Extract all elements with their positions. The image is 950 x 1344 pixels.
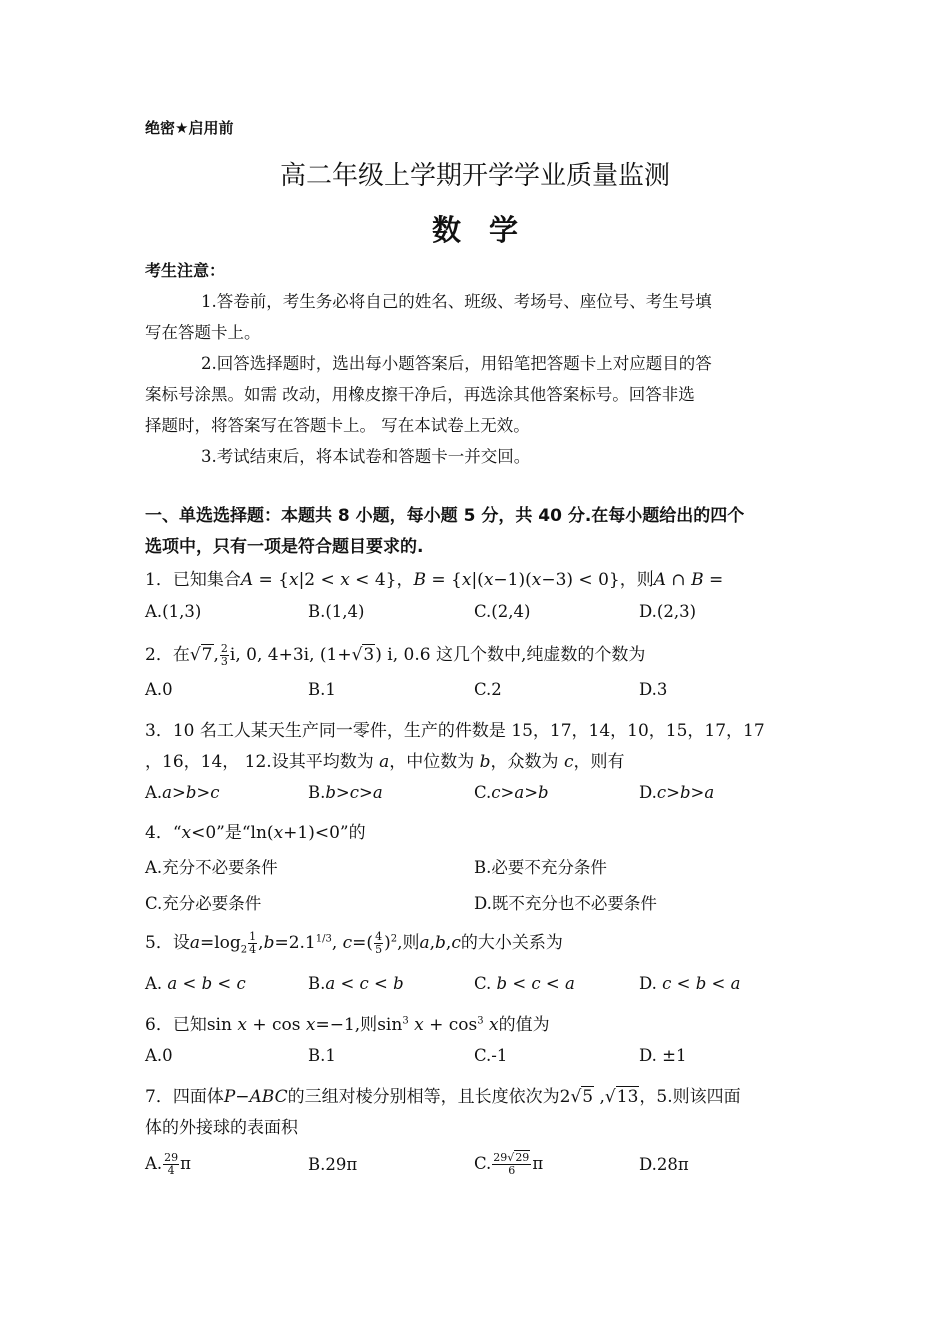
q6-option-d[interactable]: D. ±1: [639, 1046, 687, 1065]
question-4: 4．“x<0”是“ln(x+1)<0”的: [145, 823, 366, 843]
question-3-cont: ，16，14， 12.设其平均数为 a，中位数为 b，众数为 c，则有: [145, 752, 625, 772]
q6-option-a[interactable]: A.0: [145, 1046, 173, 1065]
trig-condition: sin x + cos x=−1: [206, 1015, 355, 1035]
question-6: 6．已知sin x + cos x=−1,则$\sin^3 x + \cos^3 x$的值为: [145, 1015, 550, 1035]
q5-option-b[interactable]: B.a < c < b: [308, 974, 404, 993]
notice-item-3: 3.考试结束后，将本试卷和答题卡一并交回。: [201, 447, 531, 466]
q5-option-a[interactable]: A. a < b < c: [145, 974, 246, 993]
notice-item-1-cont: 写在答题卡上。: [145, 323, 261, 342]
q4-option-a[interactable]: A.充分不必要条件: [145, 858, 278, 877]
q2-option-a[interactable]: A.0: [145, 680, 173, 699]
question-7: 7．四面体P−ABC的三组对棱分别相等，且长度依次为2√5 ,√13，5.则该四面: [145, 1087, 741, 1107]
exam-title: 高二年级上学期开学学业质量监测: [279, 161, 670, 191]
abc-definitions: $a=\log_2$ $\frac{1}{4}$ $,b=2.1^{1/3}$, c=( $\frac{4}{5}$ )$^2$: [189, 930, 398, 956]
notice-heading: 考生注意：: [145, 261, 226, 280]
q2-option-b[interactable]: B.1: [308, 680, 336, 699]
q7-option-b[interactable]: B.29π: [308, 1155, 358, 1174]
q1-option-c[interactable]: C.(2,4): [474, 602, 531, 621]
q5-option-d[interactable]: D. c < b < a: [639, 974, 741, 993]
question-1: 1．已知集合A = {x|2 < x < 4}，B = {x|(x−1)(x−3) < 0}，则A ∩ B =: [145, 570, 724, 590]
q4-option-b[interactable]: B.必要不充分条件: [474, 858, 607, 877]
question-3: 3．10 名工人某天生产同一零件，生产的件数是 15，17，14，10，15，17，17: [145, 721, 765, 741]
q2-option-c[interactable]: C.2: [474, 680, 502, 699]
set-b-expression: B = {x|(x−1)(x−3) < 0}: [413, 570, 620, 590]
q1-option-d[interactable]: D.(2,3): [639, 602, 697, 621]
notice-item-2: 2.回答选择题时，选出每小题答案后，用铅笔把答题卡上对应题目的答: [201, 354, 712, 373]
q3-option-c[interactable]: C.c>a>b: [474, 783, 549, 802]
q6-option-c[interactable]: C.-1: [474, 1046, 508, 1065]
q4-option-d[interactable]: D.既不充分也不必要条件: [474, 894, 657, 913]
subject-title: 数学: [431, 213, 546, 247]
numbers-list: √7, $\frac{2}{3}$ i, 0, 4+3i, (1+√3) i, 0.6: [189, 642, 436, 668]
section-heading: 一、单选选择题：本题共 8 小题，每小题 5 分，共 40 分.在每小题给出的四个: [145, 506, 745, 526]
question-2: 2．在√7, $\frac{2}{3}$ i, 0, 4+3i, (1+√3) i, 0.6 这几个数中,纯虚数的个数为: [145, 642, 646, 668]
trig-expression: $\sin^3 x + \cos^3 x$: [377, 1015, 499, 1035]
confidential-label: 绝密★启用前: [145, 119, 234, 137]
q7-option-c[interactable]: C. $\frac{29√29}{6}$ π: [474, 1151, 544, 1177]
section-heading-cont: 选项中，只有一项是符合题目要求的.: [145, 537, 424, 557]
edge-lengths: 2√5 ,√13: [559, 1087, 639, 1107]
q2-option-d[interactable]: D.3: [639, 680, 668, 699]
q3-option-a[interactable]: A.a>b>c: [145, 783, 220, 802]
q3-option-d[interactable]: D.c>b>a: [639, 783, 715, 802]
q7-option-a[interactable]: A. $\frac{29}{4}$ π: [145, 1151, 192, 1177]
notice-item-2-cont: 案标号涂黑。如需 改动，用橡皮擦干净后，再选涂其他答案标号。回答非选: [145, 385, 695, 404]
q6-option-b[interactable]: B.1: [308, 1046, 336, 1065]
q4-option-c[interactable]: C.充分必要条件: [145, 894, 262, 913]
q3-option-b[interactable]: B.b>c>a: [308, 783, 383, 802]
question-5: 5．设$a=\log_2$ $\frac{1}{4}$ $,b=2.1^{1/3}$, c=( $\frac{4}{5}$ )$^2$,则a,b,c的大小关系为: [145, 930, 563, 956]
q5-option-c[interactable]: C. b < c < a: [474, 974, 575, 993]
notice-item-2-cont2: 择题时，将答案写在答题卡上。 写在本试卷上无效。: [145, 416, 530, 435]
q1-option-a[interactable]: A.(1,3): [145, 602, 202, 621]
notice-item-1: 1.答卷前，考生务必将自己的姓名、班级、考场号、座位号、考生号填: [201, 292, 712, 311]
set-a-expression: A = {x|2 < x < 4}: [240, 570, 397, 590]
q7-option-d[interactable]: D.28π: [639, 1155, 689, 1174]
tetrahedron-name: P−ABC: [223, 1087, 288, 1107]
q1-option-b[interactable]: B.(1,4): [308, 602, 365, 621]
question-7-cont: 体的外接球的表面积: [145, 1118, 298, 1138]
